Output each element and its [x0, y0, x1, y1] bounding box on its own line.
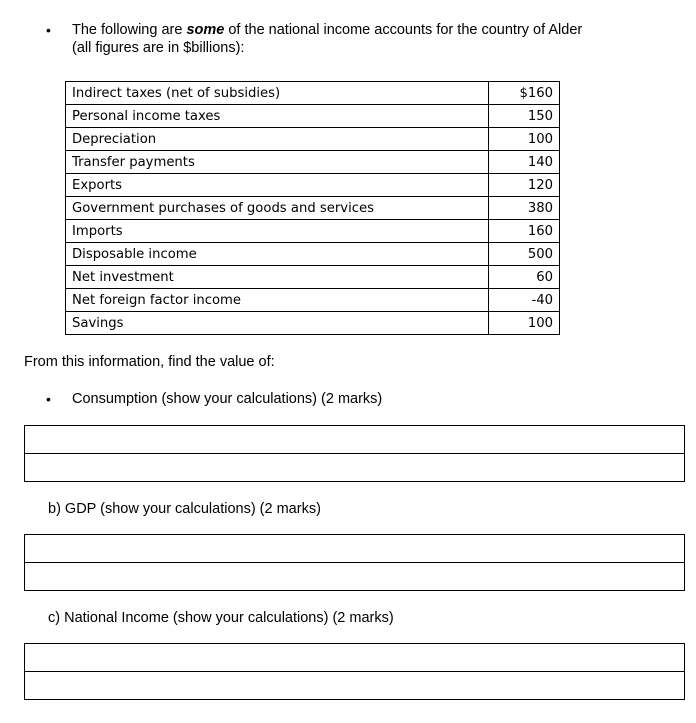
table-row	[66, 151, 560, 174]
row-label: Government purchases of goods and services	[66, 197, 489, 220]
question-a-text: Consumption (show your calculations) (2 marks)	[72, 391, 383, 407]
answer-line[interactable]	[25, 672, 684, 700]
intro-text-end: of the national income accounts for the country of Alder	[224, 22, 583, 38]
table-row	[66, 312, 560, 335]
row-value: 380	[489, 197, 560, 220]
row-label: Transfer payments	[66, 151, 489, 174]
question-a	[46, 390, 382, 408]
answer-line[interactable]	[25, 535, 684, 563]
answer-box-c[interactable]	[24, 643, 685, 700]
table-row	[66, 197, 560, 220]
table-row	[66, 243, 560, 266]
row-value: 160	[489, 220, 560, 243]
row-value: 140	[489, 151, 560, 174]
row-label: Indirect taxes (net of subsidies)	[66, 82, 489, 105]
row-label: Net investment	[66, 266, 489, 289]
answer-box-a[interactable]	[24, 425, 685, 482]
table-body	[66, 82, 560, 335]
table-row	[66, 289, 560, 312]
row-value: $160	[489, 82, 560, 105]
bullet-icon: •	[46, 22, 51, 38]
table-row	[66, 220, 560, 243]
answer-box-b[interactable]	[24, 534, 685, 591]
question-b-text: b) GDP (show your calculations) (2 marks)	[48, 501, 321, 517]
answer-line[interactable]	[25, 454, 684, 482]
row-label: Disposable income	[66, 243, 489, 266]
table-row	[66, 105, 560, 128]
instructions-text: From this information, find the value of:	[24, 354, 275, 370]
row-label: Savings	[66, 312, 489, 335]
row-label: Exports	[66, 174, 489, 197]
row-value: 100	[489, 128, 560, 151]
row-value: 150	[489, 105, 560, 128]
row-label: Depreciation	[66, 128, 489, 151]
intro-text-start: The following are	[72, 22, 187, 38]
row-label: Imports	[66, 220, 489, 243]
intro-paragraph	[46, 21, 626, 57]
table-row	[66, 128, 560, 151]
row-value: 60	[489, 266, 560, 289]
table-row	[66, 82, 560, 105]
row-label: Net foreign factor income	[66, 289, 489, 312]
row-value: 500	[489, 243, 560, 266]
row-value: 100	[489, 312, 560, 335]
table-row	[66, 266, 560, 289]
row-value: 120	[489, 174, 560, 197]
bullet-icon: •	[46, 391, 51, 407]
question-c-text: c) National Income (show your calculations) (2 marks)	[48, 610, 394, 626]
row-value: -40	[489, 289, 560, 312]
national-accounts-table	[65, 81, 560, 335]
answer-line[interactable]	[25, 426, 684, 454]
answer-line[interactable]	[25, 644, 684, 672]
intro-text	[72, 21, 582, 57]
table-row	[66, 174, 560, 197]
row-label: Personal income taxes	[66, 105, 489, 128]
intro-text-line2: (all figures are in $billions):	[72, 40, 245, 56]
intro-emphasis: some	[186, 22, 225, 38]
answer-line[interactable]	[25, 563, 684, 591]
